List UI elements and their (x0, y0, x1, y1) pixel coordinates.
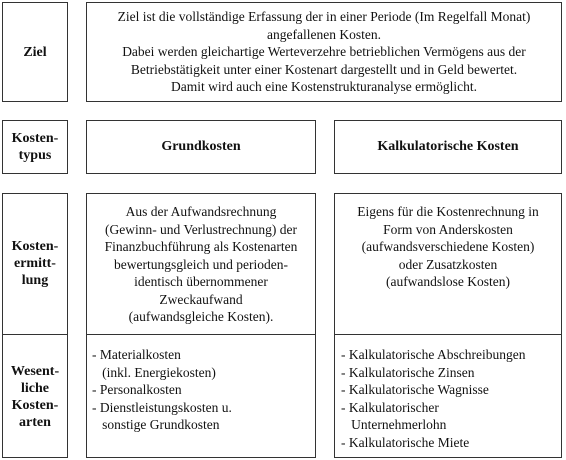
list-item: - Personalkosten (92, 382, 182, 397)
ziel-line: Ziel ist die vollständige Erfassung der in einer Periode (Im Regelfall Monat) (117, 9, 531, 25)
column-divider (334, 334, 562, 335)
row-label-line: Kosten- (11, 131, 59, 146)
row-label-line: Kosten- (11, 397, 59, 413)
column-divider (86, 334, 316, 335)
text-line: oder Zusatzkosten (398, 256, 498, 272)
ziel-line: angefallenen Kosten. (267, 26, 381, 42)
ziel-line: Dabei werden gleichartige Werteverzehre betrieblichen Vermögens aus der (122, 44, 526, 60)
list-item: - Kalkulatorische Miete (341, 434, 470, 450)
row-label-ziel (2, 2, 68, 102)
row-label-line: ermitt- (14, 256, 56, 271)
row-label-line: liche (21, 380, 49, 396)
row-label-line: typus (18, 148, 52, 163)
row-label-line: arten (19, 414, 51, 430)
text-line: (aufwandslose Kosten) (385, 274, 511, 289)
list-item: (inkl. Energiekosten) (92, 364, 216, 380)
grundkosten-heading: Grundkosten (161, 139, 241, 154)
row-label-kostenermittlung (2, 193, 68, 334)
list-item: - Dienstleistungskosten u. (92, 399, 232, 415)
ziel-line: Betriebstätigkeit unter einer Kostenart dargestellt und in Geld bewertet. (130, 61, 518, 77)
list-item: - Kalkulatorischer (341, 399, 439, 415)
row-label-line: Kosten- (11, 239, 59, 254)
ziel-content-box (86, 2, 562, 102)
text-line: (aufwandsverschiedene Kosten) (361, 239, 535, 254)
text-line: Zweckaufwand (159, 291, 243, 307)
text-line: Eigens für die Kostenrechnung in (357, 204, 539, 219)
text-line: Finanzbuchführung als Kostenarten (104, 239, 298, 254)
kalkulatorische-ermittlung-text (334, 203, 562, 291)
row-label-line: Wesent- (10, 363, 60, 379)
text-line: (Gewinn- und Verlustrechnung) der (104, 221, 298, 237)
row-label-ziel-text: Ziel (23, 44, 47, 60)
row-label-kostentypus (2, 120, 68, 174)
kalkulatorische-arten-list (341, 346, 559, 451)
text-line: bewertungsgleich und perioden- (114, 256, 288, 272)
kostentypus-right-box (334, 120, 562, 174)
list-item: sonstige Grundkosten (92, 417, 220, 432)
ziel-content (118, 8, 531, 96)
row-label-line: lung (21, 273, 49, 288)
list-item: - Kalkulatorische Abschreibungen (341, 347, 526, 362)
list-item: - Kalkulatorische Wagnisse (341, 382, 489, 397)
list-item: - Kalkulatorische Zinsen (341, 364, 475, 380)
text-line: Aus der Aufwandsrechnung (125, 204, 277, 219)
text-line: identisch übernommener (134, 274, 268, 289)
row-label-kostenarten (2, 335, 68, 458)
ziel-line: Damit wird auch eine Kostenstrukturanalyse ermöglicht. (171, 79, 477, 95)
text-line: (aufwandsgleiche Kosten). (128, 309, 274, 324)
kostentypus-left-box (86, 120, 316, 174)
grundkosten-ermittlung-text (86, 203, 316, 326)
text-line: Form von Anderskosten (383, 221, 513, 237)
kalkulatorische-kosten-heading: Kalkulatorische Kosten (377, 139, 519, 154)
grundkosten-arten-list (92, 346, 312, 434)
list-item: - Materialkosten (92, 347, 181, 362)
list-item: Unternehmerlohn (341, 417, 447, 432)
